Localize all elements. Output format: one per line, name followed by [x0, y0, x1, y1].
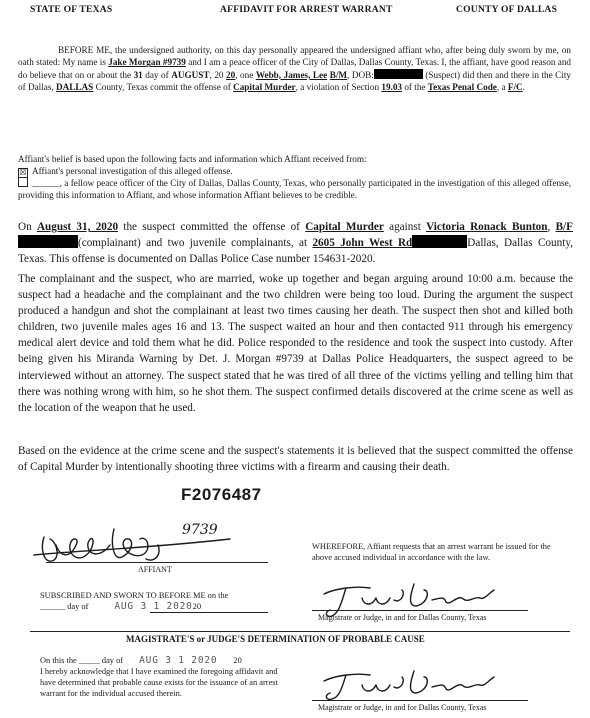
conclusion-paragraph: Based on the evidence at the crime scene and the suspect's statements it is believed that the suspect committed the offense of Capital Murder by intentionally shooting three victims with a firearm and causing their death.	[18, 445, 573, 474]
header-state: STATE OF TEXAS	[30, 4, 113, 15]
checked-checkbox-icon: ☒	[19, 168, 27, 177]
magistrate-signature-2	[316, 665, 516, 703]
magistrate-caption-1: Magistrate or Judge, in and for Dallas County, Texas	[318, 613, 487, 622]
sworn-line-2: ______ day of AUG 3 1 202020	[40, 601, 201, 612]
redaction-block	[412, 235, 467, 248]
offense-date: August 31, 2020	[36, 221, 119, 233]
facts-paragraph: On August 31, 2020 the suspect committed the offense of Capital Murder against Victoria Ronack Bunton, B/F(complainant) and two juvenile complainants, at 2605 John West Rd Dallas, Dallas County, Texas. This offense is documented on Dallas Police Case number 154631-2020.	[18, 221, 573, 266]
redaction-block	[374, 69, 423, 79]
empty-checkbox-icon	[18, 177, 28, 187]
determination-date-line: On this the _____ day of AUG 3 1 2020 20	[40, 655, 242, 666]
date-underline	[150, 612, 268, 613]
date-stamp: AUG 3 1 2020	[114, 601, 193, 612]
affiant-signature-line	[46, 562, 268, 563]
wherefore-text: WHEREFORE, Affiant requests that an arrest warrant be issued for the above accused individual in accordance with the law.	[312, 542, 551, 562]
offense-name: Capital Murder	[233, 82, 296, 93]
acknowledgment-text: I hereby acknowledge that I have examined the foregoing affidavit and have determined that probable cause exists for the issuance of an arrest warrant for the individual accused therein.	[40, 667, 278, 698]
document-title: AFFIDAVIT FOR ARREST WARRANT	[220, 4, 393, 15]
victim-name: Victoria Ronack Bunton	[426, 221, 548, 233]
date-stamp-2: AUG 3 1 2020	[139, 655, 218, 666]
magistrate-caption-2: Magistrate or Judge, in and for Dallas County, Texas	[318, 703, 487, 712]
suspect-name: Webb, James, Lee	[255, 69, 328, 80]
affiant-name: Jake Morgan #9739	[108, 57, 186, 68]
narrative-paragraph: The complainant and the suspect, who are married, woke up together and began arguing around 10:00 a.m. because the suspect had a headache and the complainant and the two children were being too loud. During the argument the suspect produced a handgun and shot the complainant at least two times causing her death. The suspect then shot and killed both children, two juvenile males ages 16 and 13. The suspect waited an hour and then contacted 911 through his emergency medical alert device and told them what he did. Police responded to the residence and took the suspect into custody. After being given his Miranda Warning by Det. J. Morgan #9739 at Dallas Police Headquarters, the suspect agreed to be interviewed without an attorney. The suspect stated that he was tired of all three of the victims yelling and telling him that there was nothing wrong with him, so he shot them. The suspect confirmed details discovered at the crime scene as well as the location of the weapon that he used.	[18, 273, 573, 414]
handwritten-badge-number: 9739	[182, 522, 218, 538]
intro-paragraph: BEFORE ME, the undersigned authority, on this day personally appeared the undersigned affiant who, after being duly sworn by me, on oath stated: My name is Jake Morgan #9739 and I am a peace officer of the City of Dallas, Dallas County, Texas. I, the affiant, have good reason and do believe that on or about the 31 day of AUGUST, 20 20, one Webb, James, Lee B/M, DOB: (Suspect) did then and there in the City of Dallas, DALLAS County, Texas commit the offense of Capital Murder, a violation of Section 19.03 of the Texas Penal Code, a F/C.	[18, 45, 572, 93]
sworn-line-1: SUBSCRIBED AND SWORN TO BEFORE ME on the	[40, 591, 229, 600]
magistrate-signature-line-1	[312, 610, 528, 611]
belief-lead: Affiant's belief is based upon the following facts and information which Affiant received from:	[18, 154, 367, 164]
warrant-number: F2076487	[181, 485, 262, 504]
magistrate-signature-line-2	[312, 700, 528, 701]
header-county: COUNTY OF DALLAS	[456, 4, 558, 15]
determination-title: MAGISTRATE'S or JUDGE'S DETERMINATION OF PROBABLE CAUSE	[126, 634, 425, 644]
affiant-label: AFFIANT	[138, 565, 172, 574]
redaction-block	[18, 235, 78, 248]
belief-option-2: ______, a fellow peace officer of the City of Dallas, Dallas County, Texas, who personally participated in the investigation of this alleged offense, providing this information to Affiant, and whose information Affiant believes to be credible.	[18, 178, 571, 201]
belief-option-1: ☒ Affiant's personal investigation of this alleged offense.	[19, 166, 233, 177]
section-divider	[30, 631, 570, 632]
offense-address: 2605 John West Rd	[312, 237, 413, 250]
